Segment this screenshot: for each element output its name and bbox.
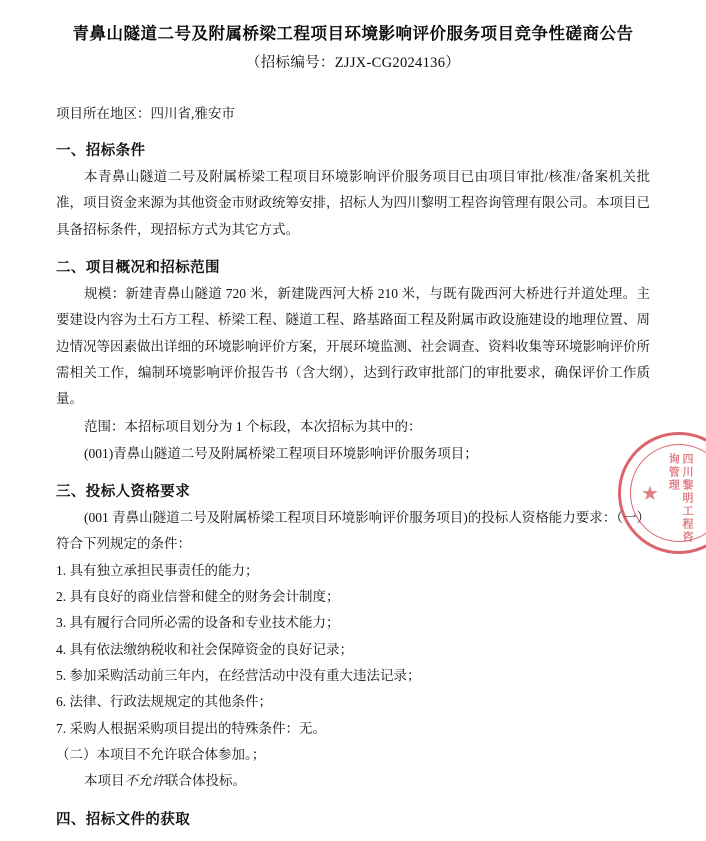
- section-heading-bidder-qualifications: 三、投标人资格要求: [56, 484, 191, 501]
- list-item: 2. 具有良好的商业信誉和健全的财务会计制度；: [56, 589, 340, 605]
- seal-star-icon: ★: [641, 483, 659, 505]
- paragraph-qualification-intro: (001 青鼻山隧道二号及附属桥梁工程项目环境影响评价服务项目)的投标人资格能力要求：（一）符合下列规定的条件：: [56, 510, 650, 552]
- section-heading-bidding-conditions: 一、招标条件: [56, 143, 146, 160]
- paragraph-project-scope: 范围：本招标项目划分为 1 个标段，本次招标为其中的：: [84, 418, 422, 434]
- paragraph-project-scale: 规模：新建青鼻山隧道 720 米，新建陇西河大桥 210 米，与既有陇西河大桥进行并道处理。主要建设内容为土石方工程、桥梁工程、隧道工程、路基路面工程及附属市政设施建设的地理位置、周边情况等因素做出详细的环境影响评价方案，开展环境监测、社会调查、资料收集等环境影响评价所需相关工作，编制环境影响评价报告书（含大纲），达到行政审批部门的审批要求，确保评价工作质量。: [56, 285, 650, 407]
- closing-consortium-statement: [56, 768, 650, 794]
- paragraph-lot-001: (001)青鼻山隧道二号及附属桥梁工程项目环境影响评价服务项目；: [84, 445, 478, 461]
- list-item: 3. 具有履行合同所必需的设备和专业技术能力；: [56, 615, 340, 631]
- page-title: 青鼻山隧道二号及附属桥梁工程项目环境影响评价服务项目竞争性磋商公告: [72, 24, 634, 43]
- section-heading-document-acquisition: 四、招标文件的获取: [56, 811, 191, 828]
- seal-text: 四川黎明工程咨询管理: [667, 453, 693, 544]
- closing-italic: 不允许: [124, 773, 165, 789]
- list-item: 6. 法律、行政法规规定的其他条件；: [56, 694, 272, 710]
- closing-suffix: 联合体投标。: [165, 773, 246, 789]
- clause-no-consortium: （二）本项目不允许联合体参加。；: [56, 746, 266, 762]
- list-item: 5. 参加采购活动前三年内，在经营活动中没有重大违法记录；: [56, 668, 421, 684]
- list-item: 7. 采购人根据采购项目提出的特殊条件：无。: [56, 720, 326, 736]
- tender-number: （招标编号：ZJJX-CG2024136）: [245, 54, 461, 71]
- list-item: 1. 具有独立承担民事责任的能力；: [56, 562, 259, 578]
- section-heading-project-overview: 二、项目概况和招标范围: [56, 259, 220, 276]
- project-location: 项目所在地区：四川省,雅安市: [56, 105, 235, 121]
- closing-prefix: 本项目: [84, 773, 125, 789]
- paragraph-bidding-conditions: 本青鼻山隧道二号及附属桥梁工程项目环境影响评价服务项目已由项目审批/核准/备案机关批准，项目资金来源为其他资金市财政统筹安排，招标人为四川黎明工程咨询管理有限公司。本项目已具备招标条件，现招标方式为其它方式。: [56, 169, 650, 237]
- list-item: 4. 具有依法缴纳税收和社会保障资金的良好记录；: [56, 641, 353, 657]
